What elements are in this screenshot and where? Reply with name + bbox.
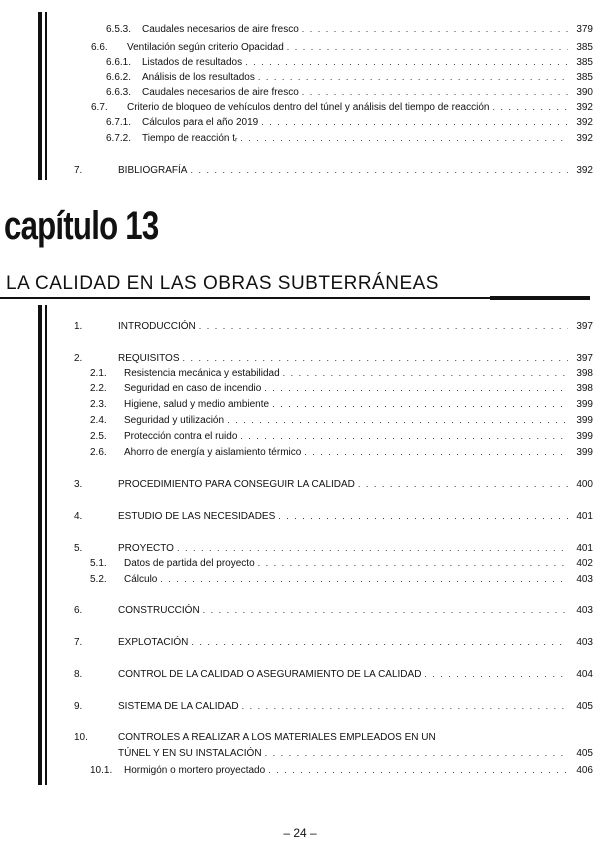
toc-entry xyxy=(90,763,593,777)
toc-entry-number: 5. xyxy=(74,543,83,554)
toc-entry xyxy=(74,635,593,649)
toc-entry-number: 2.1. xyxy=(90,368,107,379)
dot-leader xyxy=(302,85,568,99)
toc-entry xyxy=(74,603,593,617)
toc-entry-page: 401 xyxy=(576,511,593,522)
toc-entry xyxy=(74,509,593,523)
toc-entry xyxy=(106,115,593,129)
dot-leader xyxy=(358,477,568,491)
dot-leader xyxy=(258,70,568,84)
toc-entry-page: 398 xyxy=(576,368,593,379)
toc-entry-title: Criterio de bloqueo de vehículos dentro del túnel y análisis del tiempo de reacción xyxy=(127,102,490,113)
toc-entry-number: 6.7.1. xyxy=(106,117,132,128)
toc-entry-number: 3. xyxy=(74,479,83,490)
toc-entry-page: 385 xyxy=(576,72,593,83)
dot-leader xyxy=(227,413,568,427)
dot-leader xyxy=(190,163,568,177)
dot-leader xyxy=(492,100,568,114)
toc-entry-title: Caudales necesarios de aire fresco xyxy=(142,87,299,98)
dot-leader xyxy=(177,541,568,555)
margin-bar xyxy=(45,12,47,180)
toc-entry-page: 404 xyxy=(576,669,593,680)
dot-leader xyxy=(183,351,569,365)
toc-entry-title: PROCEDIMIENTO PARA CONSEGUIR LA CALIDAD xyxy=(118,479,355,490)
toc-entry xyxy=(106,55,593,69)
toc-entry xyxy=(91,100,593,114)
toc-entry-number: 6.5.3. xyxy=(106,24,132,35)
toc-entry-title: CONTROLES A REALIZAR A LOS MATERIALES EMPLEADOS EN UN xyxy=(118,732,436,743)
dot-leader xyxy=(203,603,568,617)
toc-entry-number: 9. xyxy=(74,701,83,712)
toc-entry-page: 392 xyxy=(576,102,593,113)
toc-entry-number: 2.3. xyxy=(90,399,107,410)
toc-entry-title: Seguridad y utilización xyxy=(124,415,225,426)
toc-entry-title: Listados de resultados xyxy=(142,57,243,68)
margin-bar xyxy=(38,12,42,180)
toc-entry-page: 392 xyxy=(576,165,593,176)
margin-bar xyxy=(45,305,47,785)
toc-entry-title: Ahorro de energía y aislamiento térmico xyxy=(124,447,302,458)
toc-entry-title: Hormigón o mortero proyectado xyxy=(124,765,266,776)
toc-entry xyxy=(106,131,593,145)
toc-entry xyxy=(106,70,593,84)
dot-leader xyxy=(287,40,568,54)
toc-entry-page: 403 xyxy=(576,605,593,616)
toc-entry-number: 2.5. xyxy=(90,431,107,442)
toc-entry-title: Cálculo xyxy=(124,574,158,585)
toc-entry xyxy=(90,413,593,427)
toc-entry-page: 397 xyxy=(576,353,593,364)
toc-entry-number: 7. xyxy=(74,165,83,176)
toc-entry-number: 1. xyxy=(74,321,83,332)
toc-entry-title: Análisis de los resultados xyxy=(142,72,255,83)
toc-entry-number: 6.6.3. xyxy=(106,87,132,98)
toc-entry-page: 385 xyxy=(576,42,593,53)
dot-leader xyxy=(424,667,568,681)
toc-entry xyxy=(74,541,593,555)
toc-entry-page: 403 xyxy=(576,574,593,585)
toc-entry-number: 6.6.1. xyxy=(106,57,132,68)
dot-leader xyxy=(191,635,568,649)
toc-entry-page: 406 xyxy=(576,765,593,776)
toc-entry xyxy=(74,351,593,365)
toc-entry-number: 6.7.2. xyxy=(106,133,132,144)
toc-entry-number: 6.6. xyxy=(91,42,108,53)
toc-entry-page: 401 xyxy=(576,543,593,554)
dot-leader xyxy=(258,556,568,570)
toc-entry-number: 6.6.2. xyxy=(106,72,132,83)
dot-leader xyxy=(242,699,568,713)
toc-entry xyxy=(90,572,593,586)
toc-entry-page: 385 xyxy=(576,57,593,68)
dot-leader xyxy=(265,746,568,760)
toc-entry-number: 2.6. xyxy=(90,447,107,458)
dot-leader xyxy=(272,397,568,411)
toc-entry-title: PROYECTO xyxy=(118,543,174,554)
toc-entry-title: Datos de partida del proyecto xyxy=(124,558,255,569)
toc-entry-page: 402 xyxy=(576,558,593,569)
toc-entry-page: 379 xyxy=(576,24,593,35)
toc-entry xyxy=(90,445,593,459)
dot-leader xyxy=(160,572,568,586)
toc-entry xyxy=(74,667,593,681)
toc-entry xyxy=(74,477,593,491)
toc-entry-page: 399 xyxy=(576,431,593,442)
toc-entry-title: Protección contra el ruido xyxy=(124,431,238,442)
toc-entry-page: 405 xyxy=(576,748,593,759)
title-underline xyxy=(0,297,490,299)
dot-leader xyxy=(264,381,568,395)
dot-leader xyxy=(199,319,568,333)
margin-bar xyxy=(38,305,42,785)
toc-entry-title: CONTROL DE LA CALIDAD O ASEGURAMIENTO DE LA CALIDAD xyxy=(118,669,422,680)
toc-entry-page: 400 xyxy=(576,479,593,490)
toc-entry-number: 6.7. xyxy=(91,102,108,113)
toc-entry-title: EXPLOTACIÓN xyxy=(118,637,189,648)
toc-entry-title: TÚNEL Y EN SU INSTALACIÓN xyxy=(118,748,262,759)
toc-entry-number: 4. xyxy=(74,511,83,522)
toc-entry-number: 2.4. xyxy=(90,415,107,426)
toc-entry xyxy=(74,319,593,333)
toc-entry-title: Ventilación según criterio Opacidad xyxy=(127,42,284,53)
toc-entry-number: 6. xyxy=(74,605,83,616)
dot-leader xyxy=(240,429,568,443)
toc-entry-page: 399 xyxy=(576,447,593,458)
toc-entry xyxy=(74,163,593,177)
toc-entry-title: CONSTRUCCIÓN xyxy=(118,605,200,616)
toc-entry-number: 7. xyxy=(74,637,83,648)
toc-entry-page: 390 xyxy=(576,87,593,98)
toc-entry-number: 10. xyxy=(74,732,88,743)
toc-entry-title: Seguridad en caso de incendio xyxy=(124,383,262,394)
toc-entry-page: 397 xyxy=(576,321,593,332)
dot-leader xyxy=(283,366,568,380)
toc-entry xyxy=(90,381,593,395)
toc-entry-page: 403 xyxy=(576,637,593,648)
toc-entry-title: ESTUDIO DE LAS NECESIDADES xyxy=(118,511,276,522)
toc-entry xyxy=(74,699,593,713)
toc-entry-page: 398 xyxy=(576,383,593,394)
toc-entry-number: 2.2. xyxy=(90,383,107,394)
toc-entry-page: 399 xyxy=(576,415,593,426)
toc-entry xyxy=(90,429,593,443)
dot-leader xyxy=(304,445,568,459)
toc-entry-title: Higiene, salud y medio ambiente xyxy=(124,399,270,410)
dot-leader xyxy=(261,115,568,129)
toc-entry-title: Cálculos para el año 2019 xyxy=(142,117,259,128)
toc-entry-page: 392 xyxy=(576,133,593,144)
toc-entry-number: 2. xyxy=(74,353,83,364)
chapter-label: capítulo 13 xyxy=(4,204,159,248)
toc-entry-title: BIBLIOGRAFÍA xyxy=(118,165,188,176)
dot-leader xyxy=(245,55,568,69)
toc-entry xyxy=(91,40,593,54)
dot-leader xyxy=(302,22,568,36)
toc-entry-page: 399 xyxy=(576,399,593,410)
toc-entry-title: Resistencia mecánica y estabilidad xyxy=(124,368,280,379)
toc-entry-number: 5.1. xyxy=(90,558,107,569)
dot-leader xyxy=(268,763,568,777)
toc-entry xyxy=(106,85,593,99)
toc-entry xyxy=(90,556,593,570)
toc-entry xyxy=(118,746,593,760)
dot-leader xyxy=(278,509,568,523)
toc-entry-number: 8. xyxy=(74,669,83,680)
dot-leader xyxy=(240,131,568,145)
title-underline-end xyxy=(490,296,590,300)
toc-entry-page: 405 xyxy=(576,701,593,712)
toc-entry-title: Caudales necesarios de aire fresco xyxy=(142,24,299,35)
toc-entry xyxy=(90,397,593,411)
toc-entry-title: SISTEMA DE LA CALIDAD xyxy=(118,701,239,712)
toc-entry-title: INTRODUCCIÓN xyxy=(118,321,196,332)
chapter-title: LA CALIDAD EN LAS OBRAS SUBTERRÁNEAS xyxy=(6,273,439,294)
toc-entry-title: REQUISITOS xyxy=(118,353,180,364)
toc-entry-number: 10.1. xyxy=(90,765,113,776)
toc-entry-number: 5.2. xyxy=(90,574,107,585)
toc-entry xyxy=(90,366,593,380)
toc-entry-title: Tiempo de reacción tᵣ xyxy=(142,133,238,144)
page-number: – 24 – xyxy=(283,826,317,840)
toc-entry-page: 392 xyxy=(576,117,593,128)
toc-entry xyxy=(106,22,593,36)
toc-entry xyxy=(74,731,593,745)
